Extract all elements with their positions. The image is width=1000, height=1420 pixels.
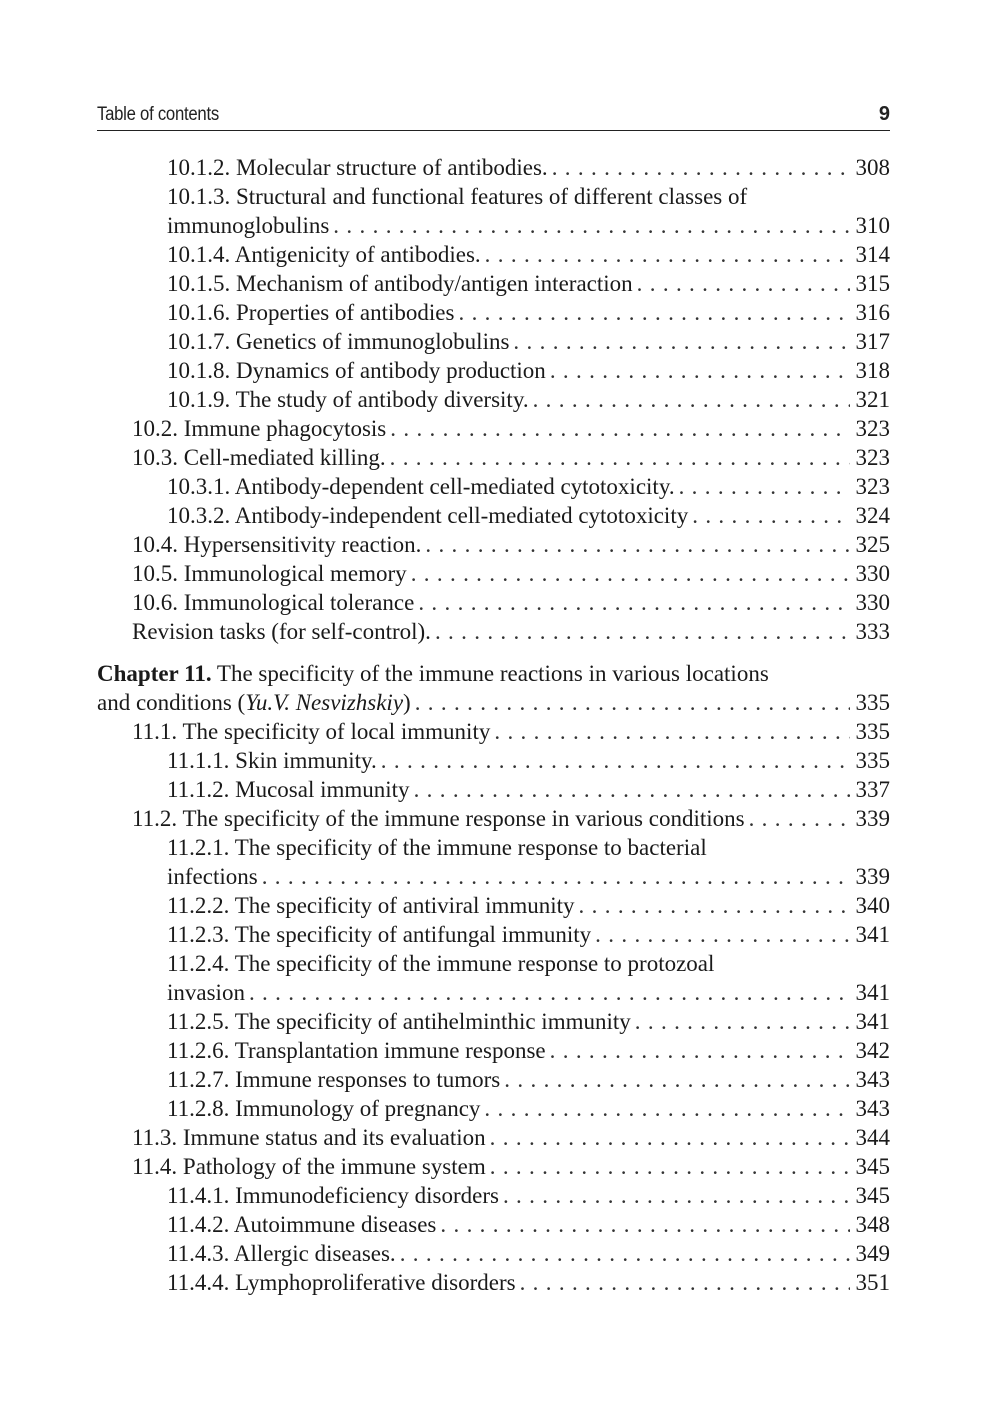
- toc-entry-title: 10.3. Cell-mediated killing.: [132, 445, 386, 470]
- toc-entry[interactable]: [97, 920, 890, 949]
- toc-entry-page: 339: [855, 864, 890, 889]
- toc-entry-page: 340: [855, 893, 890, 918]
- toc-entry-page: 342: [855, 1038, 890, 1063]
- toc-entry[interactable]: [97, 1007, 890, 1036]
- toc-entry-page: 323: [855, 474, 890, 499]
- dot-leader: [418, 588, 849, 617]
- toc-entry-page: 341: [855, 980, 890, 1005]
- toc-entry-title: 11.2. The specificity of the immune response in various conditions: [132, 806, 745, 831]
- toc-entry-title: 10.4. Hypersensitivity reaction.: [132, 532, 422, 557]
- dot-leader: [249, 978, 850, 1007]
- dot-leader: [411, 559, 850, 588]
- toc-entry-title: 10.5. Immunological memory: [132, 561, 407, 586]
- toc-entry-page: 323: [855, 445, 890, 470]
- dot-leader: [485, 240, 850, 269]
- toc-entry-title: 11.2.1. The specificity of the immune response to bacterial: [167, 835, 707, 860]
- toc-entry-title: 10.1.9. The study of antibody diversity.: [167, 387, 529, 412]
- toc-entry[interactable]: [97, 1239, 890, 1268]
- toc-entry-page: 315: [855, 271, 890, 296]
- dot-leader: [414, 775, 850, 804]
- toc-entry[interactable]: [97, 717, 890, 746]
- toc-entry-page: 318: [855, 358, 890, 383]
- dot-leader: [550, 356, 850, 385]
- dot-leader: [458, 298, 849, 327]
- toc-entry-title: 10.6. Immunological tolerance: [132, 590, 415, 615]
- toc-entry-title-continued: immunoglobulins: [167, 213, 330, 238]
- toc-entry-page: 335: [855, 748, 890, 773]
- toc-entry-title: 11.4. Pathology of the immune system: [132, 1154, 486, 1179]
- toc-entry-title: 11.2.4. The specificity of the immune response to protozoal: [167, 951, 715, 976]
- toc-entry[interactable]: [97, 617, 890, 646]
- dot-leader: [440, 1210, 849, 1239]
- toc-entry-title: 11.1.2. Mucosal immunity: [167, 777, 410, 802]
- toc-entry[interactable]: [97, 1065, 890, 1094]
- dot-leader: [504, 1065, 849, 1094]
- toc-entry[interactable]: [97, 472, 890, 501]
- toc-entry-title: 10.1.2. Molecular structure of antibodies.: [167, 155, 548, 180]
- toc-entry-page: 339: [855, 806, 890, 831]
- dot-leader: [637, 269, 850, 298]
- toc-entry-title: 11.1. The specificity of local immunity: [132, 719, 491, 744]
- toc-entry[interactable]: [97, 1094, 890, 1123]
- toc-entry-title: 10.1.5. Mechanism of antibody/antigen interaction: [167, 271, 633, 296]
- toc-entry-page: 343: [855, 1067, 890, 1092]
- dot-leader: [494, 717, 849, 746]
- toc-entry-title: 11.2.7. Immune responses to tumors: [167, 1067, 501, 1092]
- toc-entry[interactable]: [97, 1268, 890, 1297]
- toc-entry-title: 11.2.6. Transplantation immune response: [167, 1038, 546, 1063]
- toc-entry-title: 11.4.2. Autoimmune diseases: [167, 1212, 437, 1237]
- dot-leader: [484, 1094, 849, 1123]
- dot-leader: [333, 211, 849, 240]
- table-of-contents: [97, 153, 890, 1297]
- toc-entry-page: 308: [855, 155, 890, 180]
- dot-leader: [503, 1181, 850, 1210]
- running-header-page-number: 9: [878, 103, 890, 125]
- dot-leader: [390, 443, 850, 472]
- toc-entry-page: 316: [855, 300, 890, 325]
- toc-entry[interactable]: [97, 949, 890, 1007]
- toc-entry[interactable]: [97, 501, 890, 530]
- toc-entry[interactable]: [97, 804, 890, 833]
- toc-entry-title: 10.2. Immune phagocytosis: [132, 416, 387, 441]
- toc-entry-page: 335: [855, 719, 890, 744]
- chapter-title-close: ): [403, 690, 411, 715]
- toc-entry[interactable]: [97, 182, 890, 240]
- chapter-label: Chapter 11.: [97, 661, 212, 686]
- toc-entry-title: 11.4.1. Immunodeficiency disorders: [167, 1183, 499, 1208]
- toc-entry[interactable]: [97, 1210, 890, 1239]
- toc-entry[interactable]: [97, 356, 890, 385]
- running-header-title: Table of contents: [97, 104, 219, 125]
- toc-entry-page: 337: [855, 777, 890, 802]
- toc-entry-page: 317: [855, 329, 890, 354]
- toc-entry-title: 10.3.2. Antibody-independent cell-mediated cytotoxicity: [167, 503, 689, 528]
- toc-entry-page: 349: [855, 1241, 890, 1266]
- toc-entry-page: 323: [855, 416, 890, 441]
- toc-entry[interactable]: [97, 240, 890, 269]
- toc-entry-page: 330: [855, 590, 890, 615]
- toc-entry-title: 10.1.8. Dynamics of antibody production: [167, 358, 546, 383]
- toc-entry[interactable]: [97, 153, 890, 182]
- toc-entry[interactable]: [97, 775, 890, 804]
- toc-entry[interactable]: [97, 1181, 890, 1210]
- chapter-author: Yu.V. Nesvizhskiy: [245, 690, 404, 715]
- toc-entry-title: 10.1.7. Genetics of immunoglobulins: [167, 329, 510, 354]
- toc-entry[interactable]: [97, 414, 890, 443]
- dot-leader: [490, 1152, 850, 1181]
- toc-entry-title: 10.1.4. Antigenicity of antibodies.: [167, 242, 481, 267]
- toc-entry-page: 314: [855, 242, 890, 267]
- dot-leader: [679, 472, 850, 501]
- chapter-title: The specificity of the immune reactions in various locations: [211, 661, 769, 686]
- toc-entry-title: 10.3.1. Antibody-dependent cell-mediated cytotoxicity.: [167, 474, 675, 499]
- chapter-title-continued: and conditions (: [97, 690, 246, 715]
- toc-entry-title: 11.2.8. Immunology of pregnancy: [167, 1096, 481, 1121]
- dot-leader: [490, 1123, 850, 1152]
- toc-entry[interactable]: [97, 1152, 890, 1181]
- toc-entry-page: 348: [855, 1212, 890, 1237]
- toc-entry[interactable]: [97, 530, 890, 559]
- toc-entry[interactable]: [97, 891, 890, 920]
- toc-entry[interactable]: [97, 327, 890, 356]
- toc-entry[interactable]: [97, 833, 890, 891]
- toc-entry-page: 333: [855, 619, 890, 644]
- dot-leader: [262, 862, 850, 891]
- dot-leader: [533, 385, 850, 414]
- dot-leader: [513, 327, 849, 356]
- toc-entry[interactable]: [97, 1123, 890, 1152]
- toc-entry-page: 345: [855, 1183, 890, 1208]
- toc-entry-page: 325: [855, 532, 890, 557]
- dot-leader: [692, 501, 849, 530]
- toc-entry-page: 341: [855, 1009, 890, 1034]
- dot-leader: [381, 746, 850, 775]
- toc-entry-title: 11.4.4. Lymphoproliferative disorders: [167, 1270, 516, 1295]
- running-header: [97, 102, 890, 131]
- toc-entry-title: Revision tasks (for self-control).: [132, 619, 431, 644]
- toc-entry-page: 310: [855, 213, 890, 238]
- toc-entry-page: 324: [855, 503, 890, 528]
- toc-entry-title: 10.1.3. Structural and functional features of different classes of: [167, 184, 748, 209]
- toc-entry-title: 11.2.2. The specificity of antiviral immunity: [167, 893, 575, 918]
- toc-entry-page: 335: [855, 690, 890, 715]
- toc-entry-page: 345: [855, 1154, 890, 1179]
- dot-leader: [400, 1239, 850, 1268]
- toc-entry-title: 11.4.3. Allergic diseases.: [167, 1241, 396, 1266]
- dot-leader: [425, 530, 849, 559]
- toc-entry-page: 344: [855, 1125, 890, 1150]
- toc-entry-page: 351: [855, 1270, 890, 1295]
- toc-entry[interactable]: [97, 1036, 890, 1065]
- toc-entry-page: 330: [855, 561, 890, 586]
- dot-leader: [550, 1036, 850, 1065]
- toc-entry-title: 11.3. Immune status and its evaluation: [132, 1125, 486, 1150]
- toc-entry[interactable]: [97, 298, 890, 327]
- toc-entry-title: 11.1.1. Skin immunity.: [167, 748, 377, 773]
- dot-leader: [390, 414, 849, 443]
- toc-entry-title: 11.2.3. The specificity of antifungal immunity: [167, 922, 592, 947]
- dot-leader: [435, 617, 850, 646]
- toc-entry[interactable]: [97, 385, 890, 414]
- toc-entry-title: 10.1.6. Properties of antibodies: [167, 300, 455, 325]
- toc-entry-title-continued: invasion: [167, 980, 245, 1005]
- dot-leader: [579, 891, 850, 920]
- dot-leader: [552, 153, 850, 182]
- toc-chapter-entry[interactable]: [97, 659, 890, 717]
- toc-entry-title: 11.2.5. The specificity of antihelminthic immunity: [167, 1009, 631, 1034]
- dot-leader: [415, 688, 850, 717]
- toc-entry-page: 321: [855, 387, 890, 412]
- toc-entry[interactable]: [97, 269, 890, 298]
- toc-entry-title-continued: infections: [167, 864, 258, 889]
- toc-entry-page: 343: [855, 1096, 890, 1121]
- dot-leader: [595, 920, 849, 949]
- toc-entry[interactable]: [97, 559, 890, 588]
- dot-leader: [635, 1007, 850, 1036]
- dot-leader: [520, 1268, 850, 1297]
- toc-entry-page: 341: [855, 922, 890, 947]
- toc-entry[interactable]: [97, 746, 890, 775]
- dot-leader: [749, 804, 850, 833]
- toc-entry[interactable]: [97, 443, 890, 472]
- toc-entry[interactable]: [97, 588, 890, 617]
